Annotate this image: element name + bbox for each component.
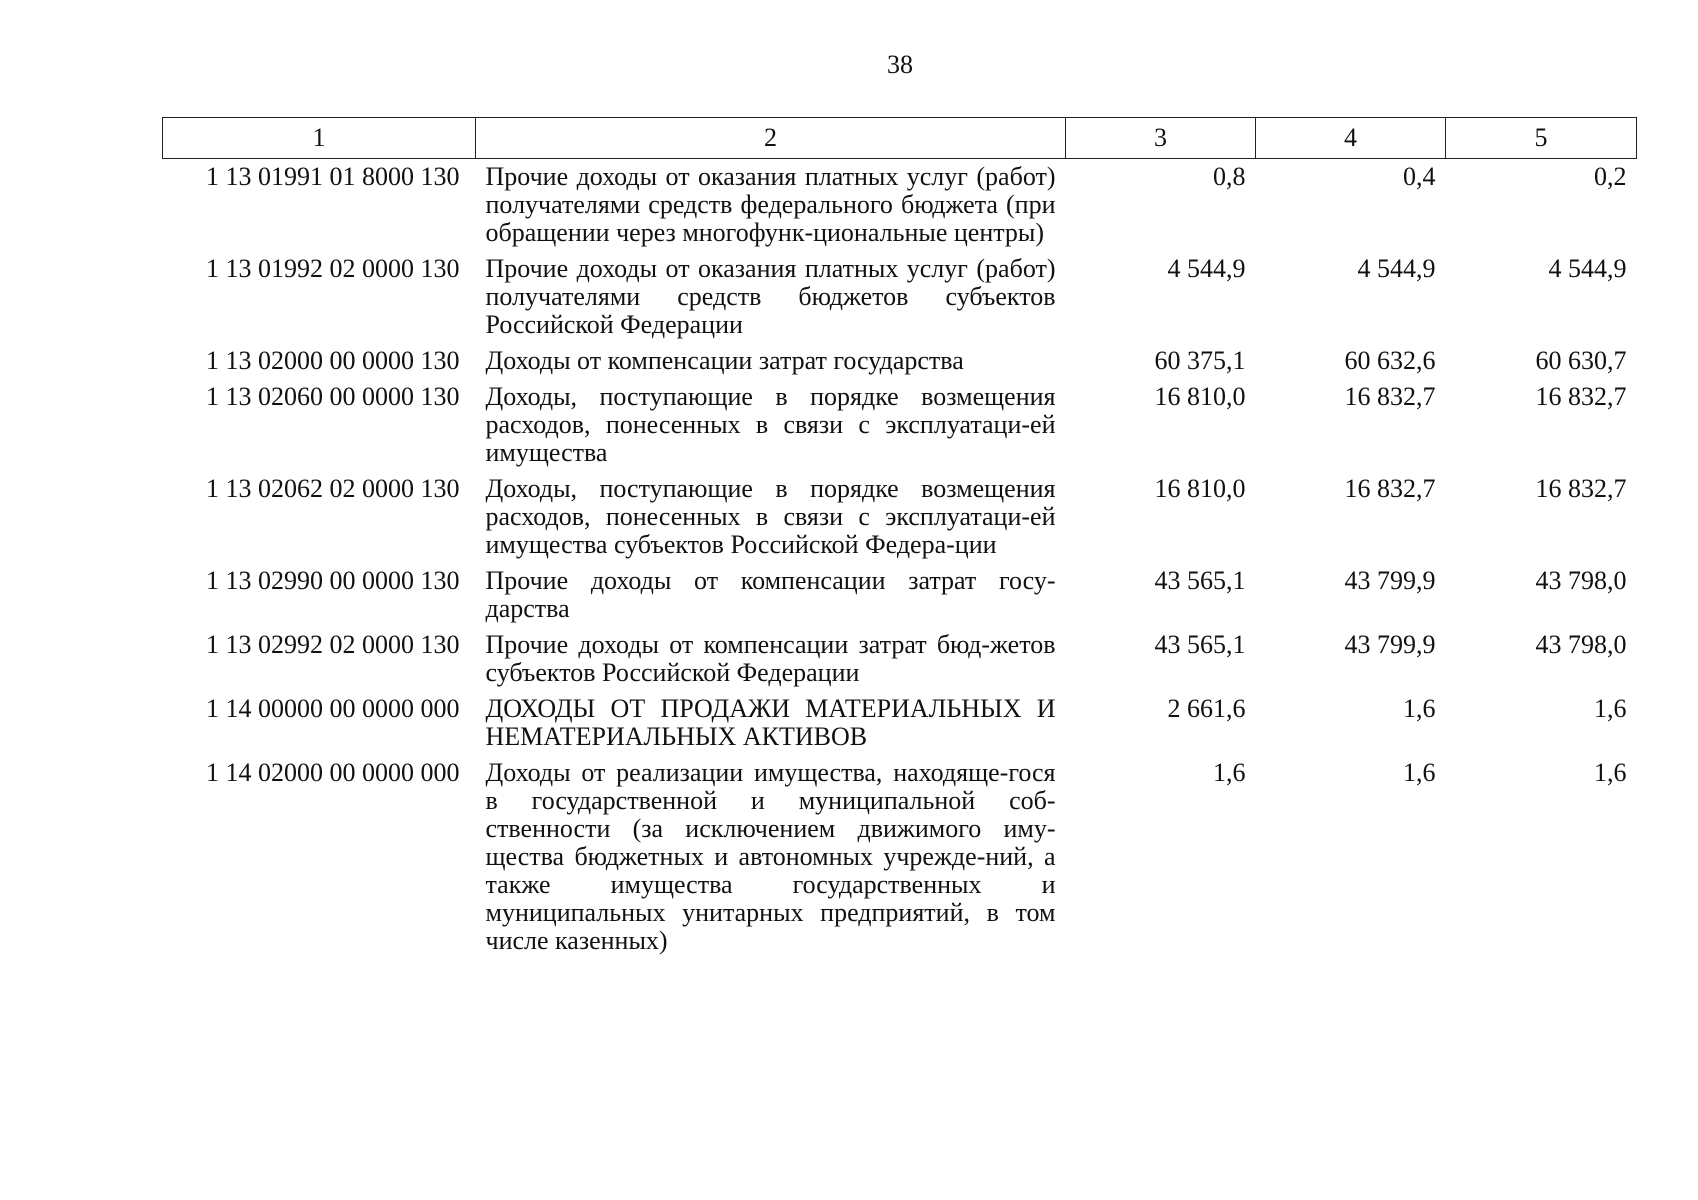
table-row xyxy=(163,383,1637,475)
row-value-col5: 4 544,9 xyxy=(1548,254,1627,283)
row-description: Доходы, поступающие в порядке возмещения расходов, понесенных в связи с эксплуатаци-ей имущества xyxy=(485,382,1056,467)
row-value-col5: 0,2 xyxy=(1594,162,1627,191)
header-col-5: 5 xyxy=(1446,118,1637,159)
row-value-col4: 1,6 xyxy=(1403,694,1436,723)
row-value-col5: 16 832,7 xyxy=(1535,382,1627,411)
row-value-col3: 43 565,1 xyxy=(1154,630,1246,659)
row-code: 1 14 00000 00 0000 000 xyxy=(206,694,460,723)
table-row xyxy=(163,347,1637,383)
row-description: Доходы от реализации имущества, находяще-гося в государственной и муниципальной соб-ственности (за исключением движимого иму-щества бюджетных и автономных учрежде-ний, а также имущества государственных и муниципальных унитарных предприятий, в том числе казенных) xyxy=(485,758,1056,955)
row-value-col4: 16 832,7 xyxy=(1344,474,1436,503)
row-value-col4: 60 632,6 xyxy=(1344,346,1436,375)
row-description: Прочие доходы от компенсации затрат госу-дарства xyxy=(485,566,1056,623)
row-value-col5: 43 798,0 xyxy=(1535,566,1627,595)
header-row xyxy=(163,118,1637,159)
page-number: 38 xyxy=(887,50,913,79)
row-value-col5: 1,6 xyxy=(1594,694,1627,723)
row-description: Доходы от компенсации затрат государства xyxy=(485,346,964,375)
row-value-col3: 43 565,1 xyxy=(1154,566,1246,595)
row-value-col3: 1,6 xyxy=(1213,758,1246,787)
row-value-col4: 43 799,9 xyxy=(1344,566,1436,595)
table-row xyxy=(163,759,1637,963)
row-description: Прочие доходы от компенсации затрат бюд-жетов субъектов Российской Федерации xyxy=(485,630,1056,687)
header-col-2: 2 xyxy=(476,118,1066,159)
row-code: 1 14 02000 00 0000 000 xyxy=(206,758,460,787)
row-code: 1 13 02000 00 0000 130 xyxy=(206,346,460,375)
header-col-4: 4 xyxy=(1256,118,1446,159)
row-value-col5: 1,6 xyxy=(1594,758,1627,787)
row-value-col4: 0,4 xyxy=(1403,162,1436,191)
row-value-col3: 4 544,9 xyxy=(1167,254,1246,283)
row-code: 1 13 02990 00 0000 130 xyxy=(206,566,460,595)
row-value-col3: 16 810,0 xyxy=(1154,382,1246,411)
table-row xyxy=(163,695,1637,759)
row-code: 1 13 02992 02 0000 130 xyxy=(206,630,460,659)
row-description: Прочие доходы от оказания платных услуг (работ) получателями средств федерального бюджета (при обращении через многофунк-циональные центры) xyxy=(485,162,1056,247)
row-value-col4: 43 799,9 xyxy=(1344,630,1436,659)
row-value-col5: 43 798,0 xyxy=(1535,630,1627,659)
row-value-col3: 0,8 xyxy=(1213,162,1246,191)
row-value-col4: 1,6 xyxy=(1403,758,1436,787)
row-description: ДОХОДЫ ОТ ПРОДАЖИ МАТЕРИАЛЬНЫХ И НЕМАТЕРИАЛЬНЫХ АКТИВОВ xyxy=(485,694,1056,751)
row-code: 1 13 02060 00 0000 130 xyxy=(206,382,460,411)
table-body xyxy=(163,159,1637,964)
table-row xyxy=(163,567,1637,631)
table-header xyxy=(163,118,1637,159)
table-row xyxy=(163,159,1637,256)
row-description: Доходы, поступающие в порядке возмещения расходов, понесенных в связи с эксплуатаци-ей имущества субъектов Российской Федера-ции xyxy=(485,474,1056,559)
budget-revenue-table xyxy=(162,117,1637,963)
row-value-col3: 16 810,0 xyxy=(1154,474,1246,503)
row-code: 1 13 01991 01 8000 130 xyxy=(206,162,460,191)
header-col-3: 3 xyxy=(1066,118,1256,159)
row-value-col4: 16 832,7 xyxy=(1344,382,1436,411)
row-value-col4: 4 544,9 xyxy=(1357,254,1436,283)
row-value-col3: 2 661,6 xyxy=(1167,694,1246,723)
table-row xyxy=(163,475,1637,567)
header-col-1: 1 xyxy=(163,118,476,159)
row-value-col5: 60 630,7 xyxy=(1535,346,1627,375)
row-description: Прочие доходы от оказания платных услуг (работ) получателями средств бюджетов субъектов Российской Федерации xyxy=(485,254,1056,339)
row-value-col5: 16 832,7 xyxy=(1535,474,1627,503)
table-row xyxy=(163,631,1637,695)
table-row xyxy=(163,255,1637,347)
row-code: 1 13 02062 02 0000 130 xyxy=(206,474,460,503)
row-value-col3: 60 375,1 xyxy=(1154,346,1246,375)
row-code: 1 13 01992 02 0000 130 xyxy=(206,254,460,283)
